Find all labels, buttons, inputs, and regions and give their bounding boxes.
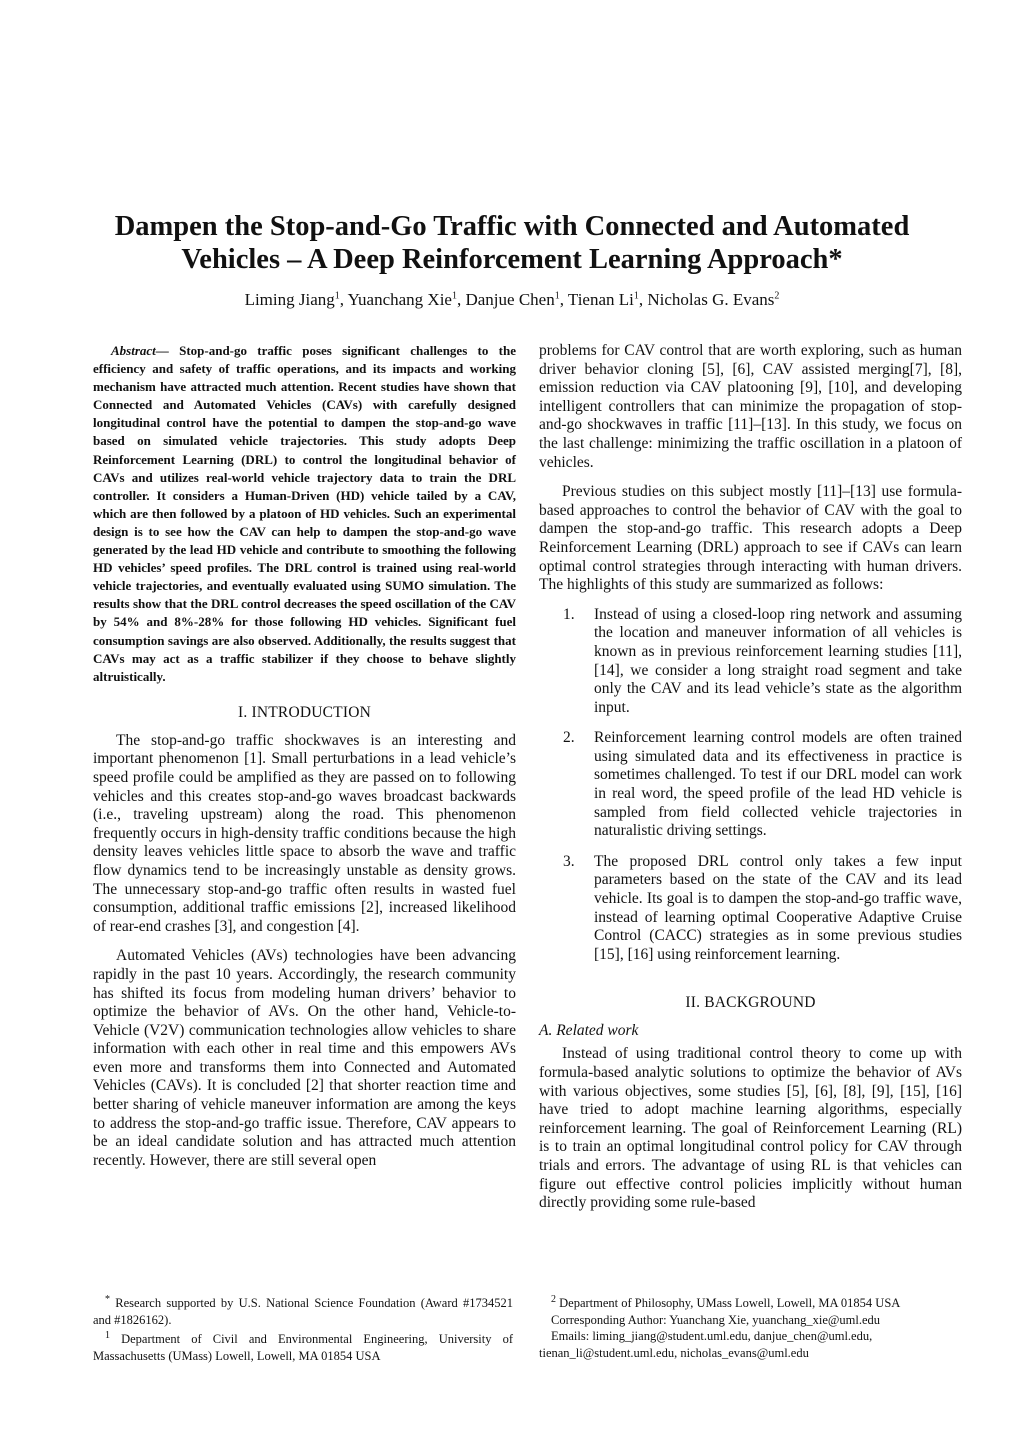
- introduction-continued: [539, 342, 962, 964]
- paragraph: problems for CAV control that are worth exploring, such as human driver behavior cloning [5], [6], CAV assisted merging[7], [8], emission reduction via CAV platooning [9], [10], and developing intelligent controllers that can minimize the propagation of stop-and-go shockwaves in traffic [11]–[13]. In this study, we focus on the last challenge: minimizing the traffic oscillation in a platoon of vehicles.: [539, 342, 962, 471]
- introduction-body: [93, 732, 516, 1171]
- paragraph: Previous studies on this subject mostly [11]–[13] use formula-based approaches to control the behavior of CAV with the goal to dampen the stop-and-go traffic. This research adopts a Deep Reinforcement Learning (DRL) approach to see if CAVs can learn optimal control strategies through interacting with human drivers. The highlights of this study are summarized as follows:: [539, 483, 962, 594]
- section-heading-introduction: I. INTRODUCTION: [237, 703, 371, 721]
- left-column: [93, 342, 516, 1181]
- author-name: Tienan Li: [567, 290, 634, 309]
- footnote: * Research supported by U.S. National Science Foundation (Award #1734521 and #1826162).: [93, 1294, 513, 1327]
- background-body: [539, 1045, 962, 1212]
- abstract-text: Stop-and-go traffic poses significant challenges to the efficiency and safety of traffic operations, and its impacts and working mechanism have attracted much attention. Recent studies have shown that Connected and Automated Vehicles (CAVs) with carefully designed longitudinal control have the potential to dampen the stop-and-go wave based on simulated vehicle trajectories. This study adopts Deep Reinforcement Learning (DRL) to control the longitudinal behavior of CAVs and utilizes real-world vehicle trajectory data to train the DRL controller. It considers a Human-Driven (HD) vehicle tailed by a CAV, which are then followed by a platoon of HD vehicles. Such an experimental design is to see how the CAV can help to dampen the stop-and-go wave generated by the lead HD vehicle and contribute to smoothing the following HD vehicles’ speed profiles. The DRL control is trained using real-world vehicle trajectories, and eventually evaluated using SUMO simulation. The results show that the DRL control decreases the speed oscillation of the CAV by 54% and 8%-28% for those following HD vehicles. Significant fuel consumption savings are also observed. Additionally, the results suggest that CAVs may act as a traffic stabilizer if they choose to behave slightly altruistically.: [93, 343, 516, 684]
- paragraph: Automated Vehicles (AVs) technologies have been advancing rapidly in the past 10 years. Accordingly, the research community has shifted its focus from modeling human drivers’ behavior to optimize the behavior of AVs. On the other hand, Vehicle-to-Vehicle (V2V) communication technologies allow vehicles to share information with each other in real time and this empowers AVs even more and transforms them into Connected and Automated Vehicles (CAVs). It is concluded [2] that shorter reaction time and better sharing of vehicle maneuver information are among the keys to address the stop-and-go traffic issue. Therefore, CAV appears to be an ideal candidate solution and has attracted much attention recently. However, there are still several open: [93, 947, 516, 1169]
- author-name: Liming Jiang: [244, 290, 335, 309]
- list-item: 1. Instead of using a closed-loop ring network and assuming the location and maneuver information of all vehicles is known as in previous reinforcement learning studies [11], [14], we consider a long straight road segment and take only the CAV and its lead vehicle’s state as the algorithm input.: [563, 605, 962, 716]
- paper-title: [60, 210, 964, 276]
- corresponding-author: Corresponding Author: Yuanchang Xie, yuanchang_xie@uml.edu: [551, 1312, 881, 1327]
- author-list: Liming Jiang$^1$, Yuanchang Xie$^1$, Danjue Chen$^1$, Tienan Li$^1$, Nicholas G. Evans$^2$: [244, 290, 780, 309]
- affiliation-mark: 1: [633, 290, 639, 302]
- author-name: Nicholas G. Evans: [647, 290, 775, 309]
- footnote: $^2$ Department of Philosophy, UMass Lowell, Lowell, MA 01854 USA: [551, 1294, 901, 1311]
- emails-continued: tienan_li@student.uml.edu, nicholas_evans@uml.edu: [539, 1345, 809, 1360]
- affiliation-mark: 1: [334, 290, 340, 302]
- affiliation-mark: 2: [774, 290, 780, 302]
- title-line-2: Vehicles – A Deep Reinforcement Learning Approach*: [181, 244, 843, 275]
- abstract: Abstract— Stop-and-go traffic poses significant challenges to the efficiency and safety of traffic operations, and its impacts and working mechanism have attracted much attention. Recent studies have shown that Connected and Automated Vehicles (CAVs) with carefully designed longitudinal control have the potential to dampen the stop-and-go wave based on simulated vehicle trajectories. This study adopts Deep Reinforcement Learning (DRL) to control the longitudinal behavior of CAVs and utilizes real-world vehicle trajectory data to train the DRL controller. It considers a Human-Driven (HD) vehicle tailed by a CAV, which are then followed by a platoon of HD vehicles. Such an experimental design is to see how the CAV can help to dampen the stop-and-go wave generated by the lead HD vehicle and contribute to smoothing the following HD vehicles’ speed profiles. The DRL control is trained using real-world vehicle trajectories, and eventually evaluated using SUMO simulation. The results show that the DRL control decreases the speed oscillation of the CAV by 54% and 8%-28% for those following HD vehicles. Significant fuel consumption savings are also observed. Additionally, the results suggest that CAVs may act as a traffic stabilizer if they choose to behave slightly altruistically.: [93, 343, 516, 684]
- footnote: $^1$ Department of Civil and Environmental Engineering, University of Massachusetts (UMass) Lowell, Lowell, MA 01854 USA: [93, 1330, 514, 1363]
- author-name: Danjue Chen: [465, 290, 555, 309]
- paragraph: Instead of using traditional control theory to come up with formula-based analytic solutions to optimize the behavior of AVs with various objectives, some studies [5], [6], [8], [9], [15], [16] have tried to adopt machine learning algorithms, especially reinforcement learning. The goal of Reinforcement Learning (RL) is to train an optimal longitudinal control policy for CAV through trials and errors. The advantage of using RL is that vehicles can figure out effective control policies implicitly without human directly providing some rule-based: [539, 1045, 962, 1212]
- author-name: Yuanchang Xie: [347, 290, 452, 309]
- affiliation-mark: 1: [451, 290, 457, 302]
- title-line-1: Dampen the Stop-and-Go Traffic with Connected and Automated: [114, 211, 910, 242]
- abstract-label: Abstract: [111, 343, 156, 358]
- list-item: 2. Reinforcement learning control models are often trained using simulated data and its effectiveness in practice is sometimes challenged. To test if our DRL model can work in real word, the speed profile of the lead HD vehicle is sampled from field collected vehicle trajectories in naturalistic driving settings.: [563, 729, 962, 840]
- right-column: [539, 342, 962, 1224]
- highlights-list: [539, 606, 962, 965]
- footnotes-right: [539, 1292, 959, 1361]
- footnotes-left: [93, 1292, 513, 1364]
- affiliation-mark: 1: [554, 290, 560, 302]
- list-item: 3. The proposed DRL control only takes a few input parameters based on the state of the CAV and its lead vehicle. Its goal is to dampen the stop-and-go traffic wave, instead of learning optimal Cooperative Adaptive Cruise Control (CACC) strategies as in some previous studies [15], [16] using reinforcement learning.: [563, 852, 962, 963]
- paragraph: The stop-and-go traffic shockwaves is an interesting and important phenomenon [1]. Small perturbations in a lead vehicle’s speed profile could be amplified as they are passed on to following vehicles and this creates stop-and-go waves broadcast backwards (i.e., traveling upstream) along the road. This phenomenon frequently occurs in high-density traffic conditions because the high density leaves vehicles little space to absorb the wave and traffic flow dynamics tend to be increasingly unstable as density grows. The unnecessary stop-and-go traffic often results in wasted fuel consumption, additional traffic emissions [2], increased likelihood of rear-end crashes [3], and congestion [4].: [93, 731, 516, 935]
- emails: Emails: liming_jiang@student.uml.edu, danjue_chen@uml.edu,: [551, 1329, 873, 1344]
- section-heading-background: II. BACKGROUND: [685, 994, 816, 1012]
- subsection-heading: A. Related work: [539, 1022, 639, 1040]
